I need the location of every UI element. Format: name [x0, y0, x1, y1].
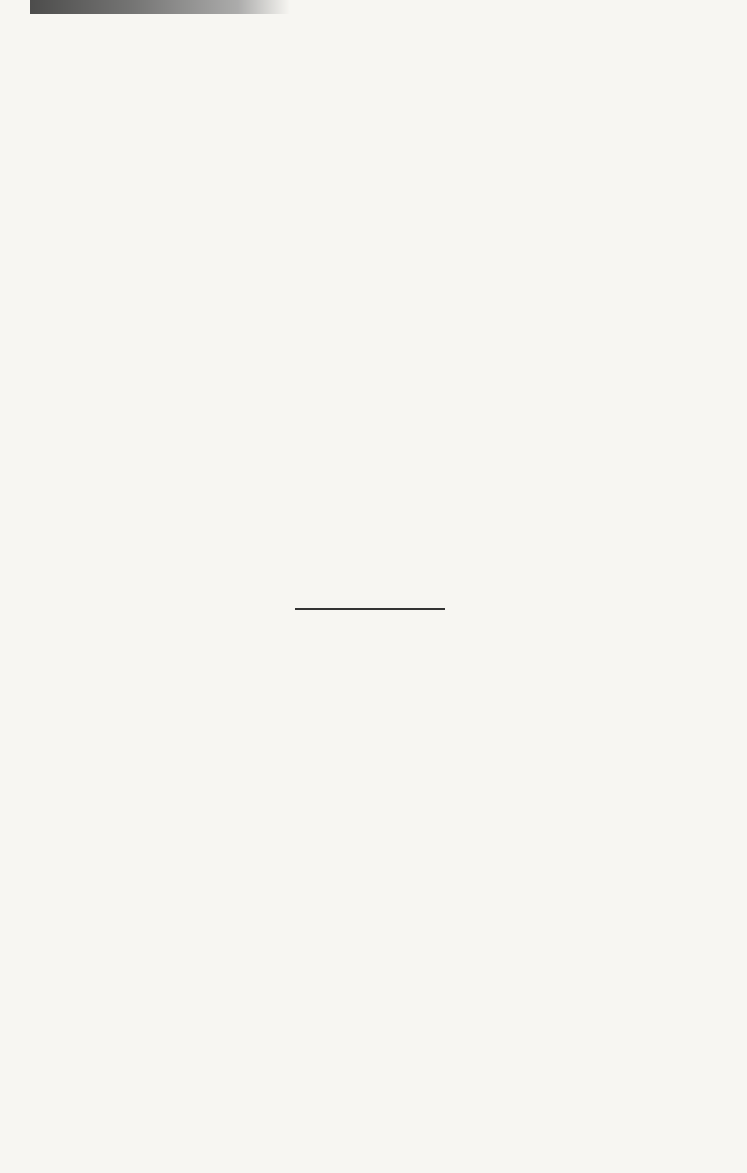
scan-edge-artifact [30, 0, 290, 14]
section-divider [295, 608, 445, 610]
